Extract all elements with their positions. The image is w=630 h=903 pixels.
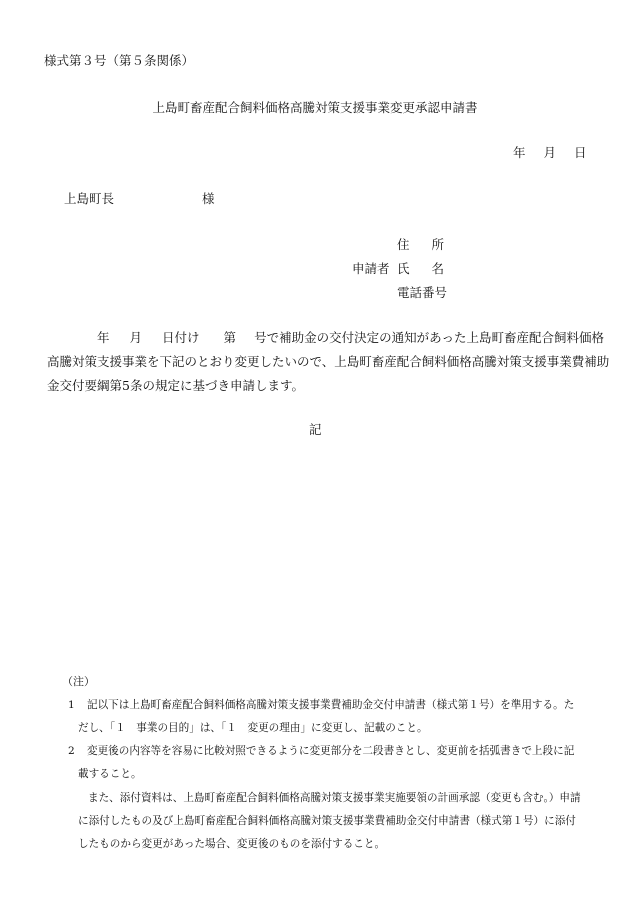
form-number: 様式第３号（第５条関係）	[44, 53, 195, 68]
name-label-char1: 氏	[397, 261, 410, 276]
address-label	[397, 237, 444, 253]
note-2-line-1: 変更後の内容等を容易に比較対照できるように変更部分を二段書きとし、変更前を括弧書きで上段に記	[87, 745, 575, 757]
note-2-line-3: また、添付資料は、上島町畜産配合飼料価格高騰対策支援事業実施要領の計画承認（変更も含む。）申請	[88, 792, 581, 804]
note-2-line-4: に添付したもの及び上島町畜産配合飼料価格高騰対策支援事業費補助金交付申請書（様式第１号）に添付	[78, 815, 576, 827]
date-month: 月	[543, 145, 557, 160]
name-label-char2: 名	[431, 261, 445, 276]
recipient-honorific: 様	[202, 191, 215, 206]
note-2-line-2: 載すること。	[78, 768, 142, 780]
body-dai: 第	[223, 330, 237, 345]
name-label	[397, 261, 444, 277]
note-2-line-5: したものから変更があった場合、変更後のものを添付すること。	[78, 838, 386, 850]
address-label-char2: 所	[431, 237, 445, 252]
notes-heading: （注）	[62, 675, 95, 688]
ki-heading: 記	[309, 422, 322, 437]
date-day: 日	[574, 145, 587, 160]
body-line-1-rest: 号で補助金の交付決定の通知があった上島町畜産配合飼料価格	[254, 330, 604, 345]
address-label-char1: 住	[397, 237, 410, 252]
body-line-3: 金交付要綱第5条の規定に基づき申請します。	[47, 378, 304, 393]
body-line-2: 高騰対策支援事業を下記のとおり変更したいので、上島町畜産配合飼料価格高騰対策支援事業費補助	[47, 354, 610, 369]
recipient-name: 上島町長	[64, 191, 115, 206]
date-line	[513, 145, 587, 161]
body-line-1	[47, 326, 604, 350]
body-year: 年	[97, 330, 110, 345]
note-1-line-2: だし、「１ 事業の目的」は、「１ 変更の理由」に変更し、記載のこと。	[78, 722, 428, 734]
phone-label: 電話番号	[397, 285, 448, 300]
body-month: 月	[129, 330, 143, 345]
note-1-line-1: 記以下は上島町畜産配合飼料価格高騰対策支援事業費補助金交付申請書（様式第１号）を準用する。た	[87, 699, 575, 711]
document-title: 上島町畜産配合飼料価格高騰対策支援事業変更承認申請書	[152, 100, 478, 115]
applicant-label: 申請者	[352, 261, 390, 276]
note-1-number: 1	[68, 699, 75, 711]
body-text	[47, 326, 610, 398]
date-year: 年	[513, 145, 526, 160]
body-day-suffix: 日付け	[162, 330, 200, 345]
note-2-number: 2	[68, 745, 75, 757]
